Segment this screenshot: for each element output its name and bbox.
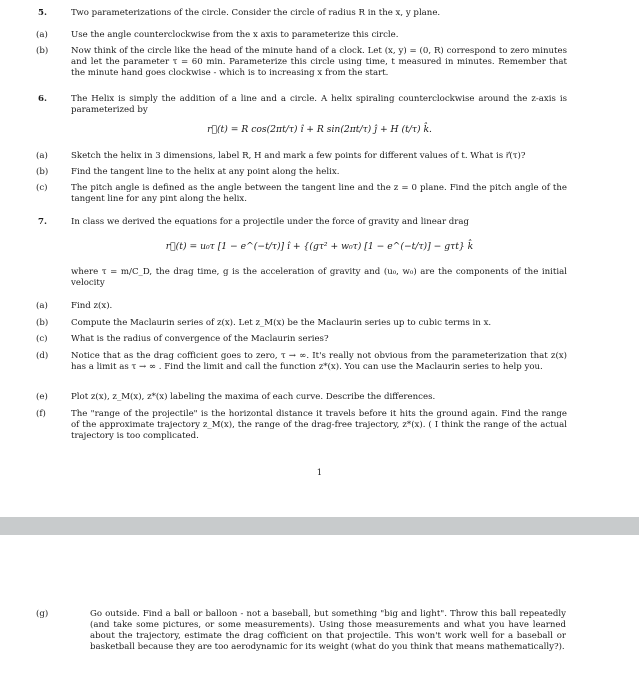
part-text: Use the angle counterclockwise from the x axis to parameterize this circle. (71, 30, 399, 40)
part-label: (f) (36, 409, 46, 419)
problem-intro: In class we derived the equations for a projectile under the force of gravity and linear drag (71, 217, 470, 227)
part-label: (c) (36, 183, 48, 193)
part-label: (d) (36, 351, 49, 361)
part-text: Notice that as the drag cofficient goes to zero, τ → ∞. It's really not obvious from the parameterization that z(x) has a limit as τ → ∞ . Find the limit and call the function z*(x). You can use the Maclaurin series to help you. (71, 351, 567, 372)
page-separator (0, 517, 639, 535)
part-text: Plot z(x), z_M(x), z*(x) labeling the maxima of each curve. Describe the differences. (71, 392, 436, 402)
part-label: (b) (36, 167, 49, 177)
part-text: Find z(x). (71, 301, 113, 311)
page-2 (0, 535, 639, 700)
part-label: (a) (36, 30, 48, 40)
part-text: The "range of the projectile" is the horizontal distance it travels before it hits the ground again. Find the range of the approximate trajectory z_M(x), the range of the drag-free trajectory, z*(x). ( I think the range of the actual trajectory is too complicated. (71, 409, 567, 441)
problem-number: 5. (38, 8, 47, 18)
problem-number: 6. (38, 94, 47, 104)
part-text: The pitch angle is defined as the angle between the tangent line and the z = 0 plane. Find the pitch angle of the tangent line for any pint along the helix. (71, 183, 567, 204)
part-text: Now think of the circle like the head of the minute hand of a clock. Let (x, y) = (0, R) correspond to zero minutes and let the parameter τ = 60 min. Parameterize this circle using time, t measured in minutes. Remember that the minute hand goes clockwise - which is to increasing x from the start. (71, 46, 567, 78)
part-label: (c) (36, 334, 48, 344)
part-label: (e) (36, 392, 48, 402)
page-number: 1 (316, 468, 323, 478)
part-label: (g) (36, 609, 49, 619)
problem-intro: The Helix is simply the addition of a line and a circle. A helix spiraling counterclockwise around the z-axis is parameterized by (71, 94, 567, 115)
part-label: (a) (36, 301, 48, 311)
part-label: (b) (36, 46, 49, 56)
problem-intro: Two parameterizations of the circle. Consider the circle of radius R in the x, y plane. (71, 8, 441, 18)
problem-number: 7. (38, 217, 47, 227)
helix-equation: r⃗(t) = R cos(2πt/τ) î + R sin(2πt/τ) ĵ + H (t/τ) k̂. (207, 124, 432, 135)
part-text: Sketch the helix in 3 dimensions, label R, H and mark a few points for different values of t. What is r⃗(τ)? (71, 151, 526, 161)
part-text: Go outside. Find a ball or balloon - not a baseball, but something "big and light". Throw this ball repeatedly (and take some pictures, or some measurements). Using those measurements and what you have learned about the trajectory, estimate the drag cofficient on that projectile. This won't work well for a baseball or basketball because they are too aerodynamic for its weight (what do you think that means mathematically?). (90, 609, 566, 652)
part-text: What is the radius of convergence of the Maclaurin series? (71, 334, 329, 344)
projectile-equation: r⃗(t) = u₀τ [1 − e^(−t/τ)] î + {(gτ² + w₀τ) [1 − e^(−t/τ)] − gτt} k̂ (165, 241, 474, 252)
part-label: (b) (36, 318, 49, 328)
part-text: Compute the Maclaurin series of z(x). Let z_M(x) be the Maclaurin series up to cubic terms in x. (71, 318, 492, 328)
part-label: (a) (36, 151, 48, 161)
where-text: where τ = m/C_D, the drag time, g is the acceleration of gravity and (u₀, w₀) are the components of the initial velocity (71, 267, 567, 288)
part-text: Find the tangent line to the helix at any point along the helix. (71, 167, 340, 177)
